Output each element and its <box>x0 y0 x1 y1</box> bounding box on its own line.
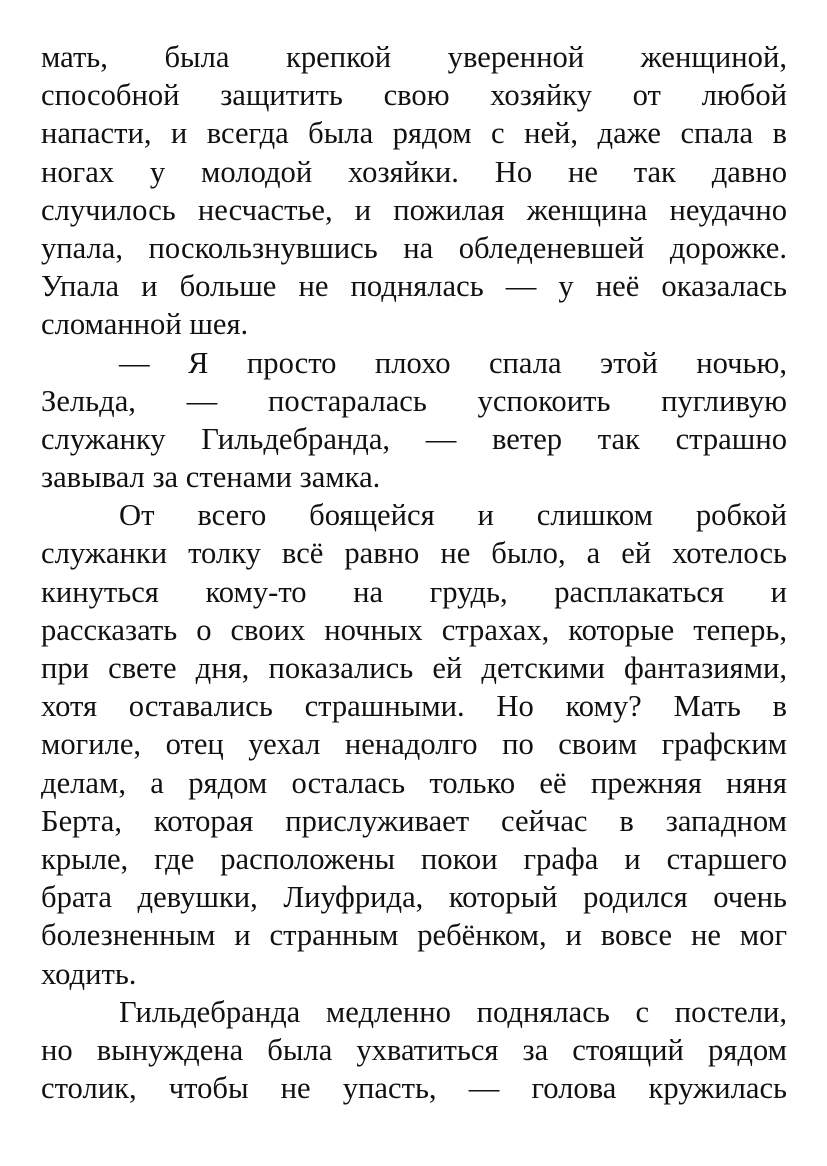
text-line: служанки толку всё равно не было, а ей хотелось <box>41 536 787 571</box>
text-line: но вынуждена была ухватиться за стоящий рядом <box>41 1032 787 1067</box>
text-line: служанку Гильдебранда, — ветер так страшно <box>41 421 787 456</box>
text-line: могиле, отец уехал ненадолго по своим графским <box>41 727 787 762</box>
paragraph <box>41 993 787 1108</box>
text-line: напасти, и всегда была рядом с ней, даже спала в <box>41 116 787 151</box>
text-line: От всего боящейся и слишком робкой <box>119 498 787 533</box>
text-line: упала, поскользнувшись на обледеневшей дорожке. <box>41 230 787 265</box>
text-line: завывал за стенами замка. <box>41 460 381 495</box>
text-line: мать, была крепкой уверенной женщиной, <box>41 40 787 74</box>
text-line: Зельда, — постаралась успокоить пугливую <box>41 383 787 418</box>
text-line: Берта, которая прислуживает сейчас в западном <box>41 803 787 838</box>
text-line: сломанной шея. <box>41 307 249 342</box>
text-line: столик, чтобы не упасть, — голова кружилась <box>41 1071 787 1106</box>
text-line: делам, а рядом осталась только её прежняя няня <box>41 765 787 800</box>
text-line: — Я просто плохо спала этой ночью, <box>119 345 787 380</box>
text-line: брата девушки, Лиуфрида, который родился очень <box>41 880 787 915</box>
text-line: ногах у молодой хозяйки. Но не так давно <box>41 154 787 189</box>
text-line: случилось несчастье, и пожилая женщина неудачно <box>41 192 787 227</box>
text-line: ходить. <box>41 956 137 991</box>
text-line: болезненным и странным ребёнком, и вовсе не мог <box>41 918 787 953</box>
paragraph <box>41 496 787 992</box>
text-line: Гильдебранда медленно поднялась с постели, <box>119 994 787 1029</box>
text-line: Упала и больше не поднялась — у неё оказалась <box>41 269 787 304</box>
paragraph <box>41 38 787 344</box>
text-line: хотя оставались страшными. Но кому? Мать в <box>41 689 787 724</box>
text-line: рассказать о своих ночных страхах, которые теперь, <box>41 612 787 647</box>
book-page <box>41 38 787 1107</box>
text-line: крыле, где расположены покои графа и старшего <box>41 841 787 876</box>
text-line: способной защитить свою хозяйку от любой <box>41 78 787 113</box>
paragraph <box>41 344 787 497</box>
text-line: при свете дня, показались ей детскими фантазиями, <box>41 651 787 685</box>
text-line: кинуться кому-то на грудь, расплакаться и <box>41 574 787 609</box>
